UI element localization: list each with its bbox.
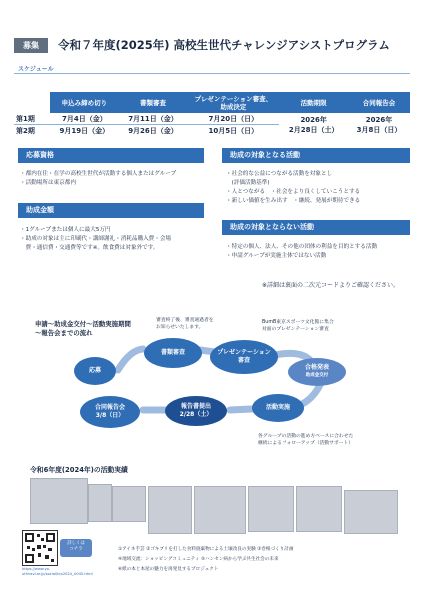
step-joint-meeting-line2: 3/8（日） <box>95 412 125 419</box>
cell-2-deadline: 9月19日（金） <box>59 126 110 135</box>
activity-photo-3 <box>112 486 146 522</box>
step-joint-meeting-line1: 合同報告会 <box>94 404 125 411</box>
results-item: ⑥紙の本と本屋の魅力を再発見するプロジェクト <box>118 567 219 572</box>
col-presentation-label: プレゼンテーション審査、助成決定 <box>194 94 273 111</box>
eligible-item: ・新しい価値を生み出す ・継続、発展が期待できる <box>226 198 361 204</box>
step-report-deadline <box>165 396 227 426</box>
page-title: 令和７年度(2025年) 高校生世代チャレンジアシストプログラム <box>58 38 390 52</box>
doc-review-note-line2: お知らせいたします。 <box>156 324 204 330</box>
results-link-line2: uthnavi.or.jp/social/tcp2024_U045.html <box>22 572 93 576</box>
presentation-note-line2: 対面のプレゼンテーション審査 <box>262 326 329 332</box>
step-doc-review: 書類審査 <box>144 338 202 368</box>
eligibility-item: ・都内在住・在学の高校生世代が活動する個人またはグループ <box>20 171 177 177</box>
step-decision-line1: 合格発表 <box>304 364 329 371</box>
activity-photo-5 <box>194 486 246 534</box>
step-decision-line2: 助成金交付 <box>305 373 329 378</box>
cell-2-presentation: 10月5日（日） <box>208 126 259 135</box>
ineligible-item: ・申請グループが実施主体ではない活動 <box>226 253 327 259</box>
details-bubble-line2: コチラ <box>69 547 83 552</box>
grant-heading: 助成金額 <box>18 203 204 218</box>
flow-arrow-decision-to-activity <box>300 385 320 405</box>
eligibility-item: ・活動場所は東京都内 <box>20 180 76 186</box>
activity-photo-8 <box>344 490 398 534</box>
col-doc-review: 書類審査 <box>119 92 188 113</box>
step-decision <box>288 358 346 386</box>
joint-report-date: 3月8日（日） <box>356 125 402 134</box>
step-report-deadline-line1: 報告書提出 <box>180 403 211 410</box>
ineligible-item: ・特定の個人、法人、その他の団体の利益を目的とする活動 <box>226 244 378 250</box>
activity-photo-6 <box>248 486 294 532</box>
presentation-note <box>262 320 334 333</box>
activity-photo-4 <box>148 486 192 534</box>
qr-code-icon <box>23 531 57 565</box>
step-report-deadline-line2: 2/28（土） <box>179 411 213 418</box>
qr-code[interactable] <box>22 530 58 566</box>
eligible-item: (評価活動基準) <box>226 180 270 186</box>
activity-limit-date: 2月28日（土） <box>288 125 339 134</box>
activity-photo-7 <box>296 486 342 532</box>
grant-item: ・助成の対象は主に印刷代・講師謝礼・消耗品購入費・会場 <box>20 236 172 242</box>
flow-arrow-activity-to-report <box>230 409 252 410</box>
results-title: 令和6年度(2024年)の活動実績 <box>30 466 128 474</box>
row-label-2: 第2期 <box>16 126 35 135</box>
row-label-1: 第1期 <box>16 114 35 123</box>
activity-photo-2 <box>88 484 112 522</box>
eligible-item: ・社会的な公益につながる活動を対象とし <box>226 171 333 177</box>
ineligible-activities-heading: 助成の対象とならない活動 <box>222 220 410 235</box>
col-joint-report: 合同報告会 <box>348 92 410 113</box>
support-note-line2: 継続によるフォローアップ（活動サポート） <box>258 440 354 446</box>
flow-title-line2: ～報告会までの流れ <box>35 329 93 337</box>
recruitment-badge: 募集 <box>14 38 48 53</box>
eligibility-heading: 応募資格 <box>18 148 204 163</box>
schedule-tag: スケジュール <box>18 66 54 73</box>
col-deadline: 申込み締め切り <box>50 92 119 113</box>
cell-2-doc-review: 9月26日（金） <box>128 126 178 135</box>
step-presentation-line2: 審査 <box>237 357 250 364</box>
results-item: ①アイネ手芸 ②ゴキブリを打した食料廃棄物による土壌改良の実験 ③巻根づくり計画 <box>118 547 294 552</box>
details-bubble <box>60 539 92 557</box>
results-item: ④地域交流：ショッピングコミュニティ ⑤ハンセン病から学ぶ共生社会の未来 <box>118 557 279 562</box>
support-note-line1: 各グループの活動の進め方ベースに合わせた <box>258 434 354 439</box>
results-list <box>118 545 293 575</box>
step-activity: 活動実施 <box>252 394 304 422</box>
col-activity-limit: 活動期限 <box>279 92 348 113</box>
step-presentation <box>210 340 278 374</box>
flow-title-line1: 申請～助成金交付～活動実施期間 <box>35 320 131 328</box>
cell-1-deadline: 7月4日（金） <box>61 114 107 123</box>
activity-photo-1 <box>30 478 88 524</box>
doc-review-note-line1: 審査終了後、審査通過者を <box>156 318 214 323</box>
support-note <box>258 434 353 447</box>
results-link[interactable] <box>22 567 93 577</box>
cell-1-presentation: 7月20日（日） <box>208 114 259 123</box>
presentation-note-line1: BumB東京スポーツ文化館に集合 <box>262 320 334 325</box>
step-apply: 応募 <box>74 357 116 385</box>
eligible-item: ・人とつながる ・社会をより良くしていこうとする <box>226 189 361 195</box>
details-note: ※詳細は裏面の二次元コードよりご確認ください。 <box>262 282 400 289</box>
step-joint-meeting <box>80 396 140 428</box>
joint-report-year: 2026年 <box>365 115 393 124</box>
flow-arrow-apply-to-review <box>118 349 143 370</box>
grant-item: 費・通信費・交通費等です※。飲食費は対象外です。 <box>20 245 159 251</box>
step-presentation-line1: プレゼンテーション <box>217 349 271 356</box>
grant-item: ・1グループまたは個人に最大5万円 <box>20 227 111 233</box>
eligible-activities-heading: 助成の対象となる活動 <box>222 148 410 163</box>
details-bubble-line1: 詳しくは <box>67 541 85 546</box>
results-link-line1: https://www.yo- <box>22 567 51 571</box>
activity-limit-year: 2026年 <box>300 115 327 124</box>
cell-1-doc-review: 7月11日（金） <box>128 114 178 123</box>
doc-review-note <box>156 318 214 331</box>
